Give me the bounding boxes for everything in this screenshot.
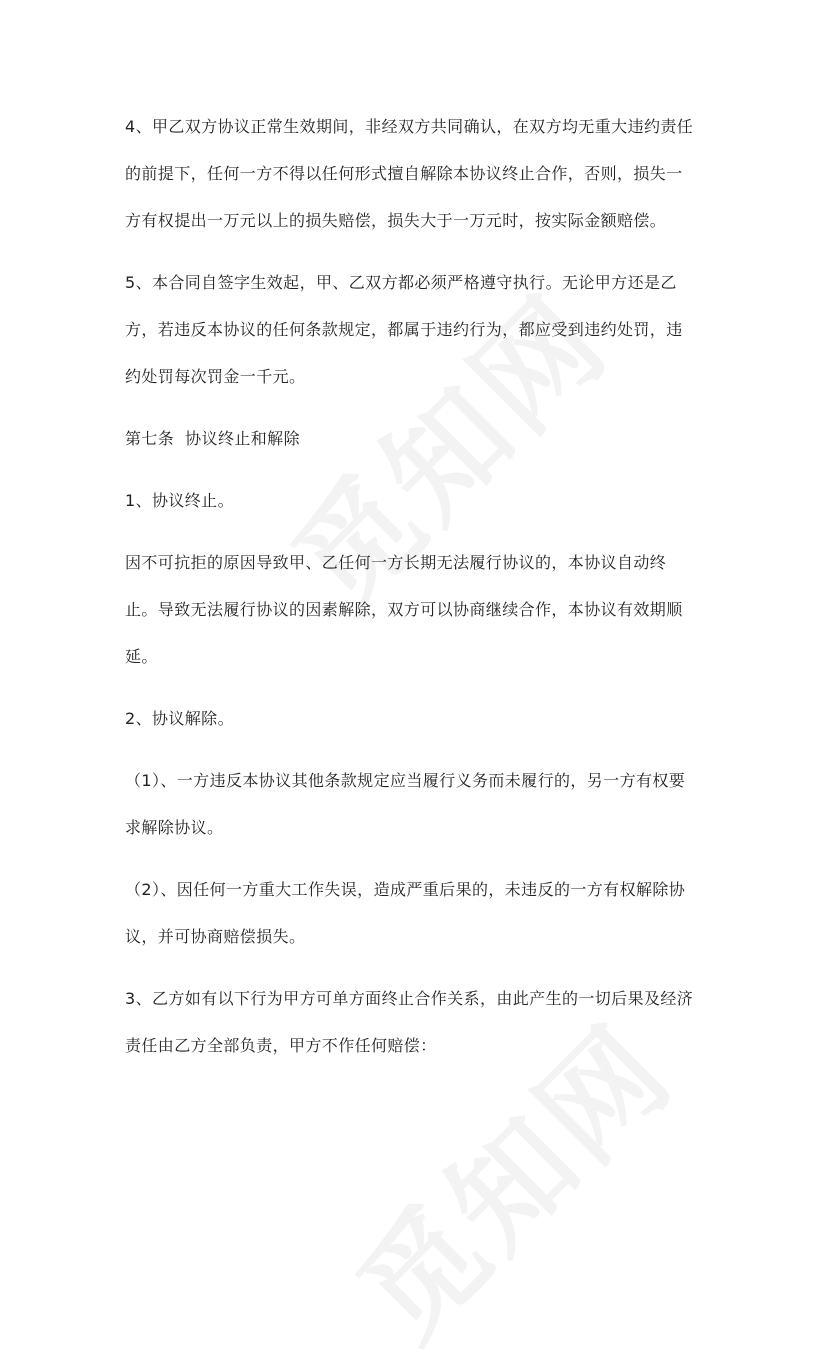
text-line: 5、本合同自签字生效起，甲、乙双方都必须严格遵守执行。无论甲方还是乙 — [125, 273, 677, 292]
text-line: 方，若违反本协议的任何条款规定，都属于违约行为，都应受到违约处罚，违 — [125, 320, 683, 339]
section-title: 第七条 协议终止和解除 — [125, 429, 300, 448]
text-line: 责任由乙方全部负责，甲方不作任何赔偿： — [125, 1036, 437, 1055]
text-line: （1）、一方违反本协议其他条款规定应当履行义务而未履行的，另一方有权要 — [125, 771, 686, 790]
paragraph-clause-4 — [125, 103, 715, 244]
text-line: 议，并可协商赔偿损失。 — [125, 927, 306, 946]
text-line: 止。导致无法履行协议的因素解除，双方可以协商继续合作，本协议有效期顺 — [125, 600, 683, 619]
paragraph-termination-title — [125, 477, 715, 524]
text-line: 约处罚每次罚金一千元。 — [125, 367, 306, 386]
text-line: 方有权提出一万元以上的损失赔偿，损失大于一万元时，按实际金额赔偿。 — [125, 211, 667, 230]
text-line: 因不可抗拒的原因导致甲、乙任何一方长期无法履行协议的，本协议自动终 — [125, 553, 667, 572]
paragraph-rescission-item-1 — [125, 757, 715, 851]
paragraph-rescission-title — [125, 695, 715, 742]
paragraph-termination-body — [125, 539, 715, 680]
text-line: （2）、因任何一方重大工作失误，造成严重后果的，未违反的一方有权解除协 — [125, 880, 686, 899]
document-body — [125, 103, 715, 1069]
text-line: 2、协议解除。 — [125, 709, 234, 728]
text-line: 求解除协议。 — [125, 818, 224, 837]
text-line: 1、协议终止。 — [125, 491, 234, 510]
paragraph-clause-3 — [125, 975, 715, 1069]
paragraph-clause-5 — [125, 259, 715, 400]
text-line: 的前提下，任何一方不得以任何形式擅自解除本协议终止合作，否则，损失一 — [125, 164, 683, 183]
text-line: 3、乙方如有以下行为甲方可单方面终止合作关系，由此产生的一切后果及经济 — [125, 989, 694, 1008]
section-heading-article-7 — [125, 415, 715, 462]
paragraph-rescission-item-2 — [125, 866, 715, 960]
text-line: 4、甲乙双方协议正常生效期间，非经双方共同确认，在双方均无重大违约责任 — [125, 117, 694, 136]
text-line: 延。 — [125, 647, 158, 666]
